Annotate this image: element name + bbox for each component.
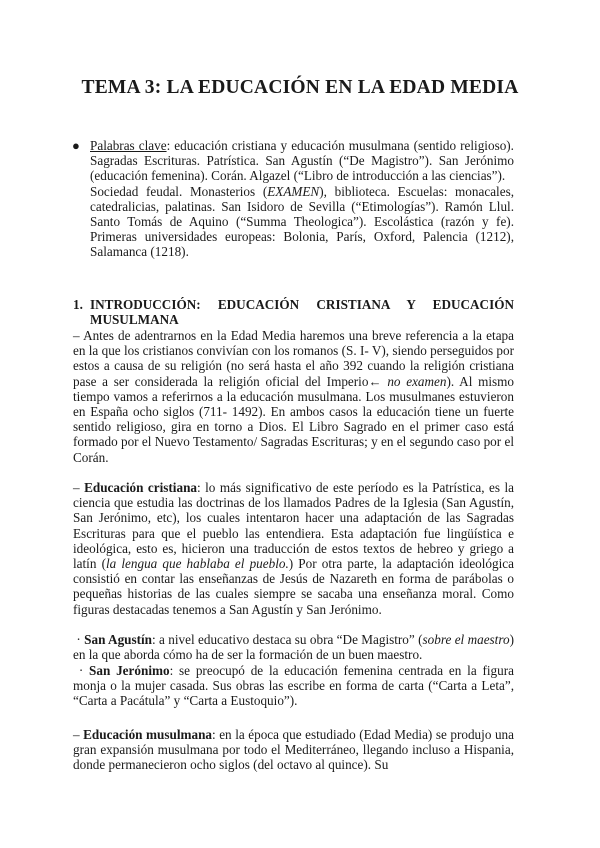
intro-text-b: ). Al mismo tiempo vamos a referirnos a la educación musulmana. Los musulmanes estuvieron en España ocho siglos (711- 1492). En ambos casos la educación tiene un fuerte sentido religioso, gira en torno a Dios. El Libro Sagrado en el primer caso está formado por el Nuevo Testamento/ Sagradas Escrituras; y en el segundo caso por el Corán. xyxy=(73,373,514,465)
agustin-text-a: : a nivel educativo destaca su obra “De Magistro” ( xyxy=(152,632,423,647)
intro-text-a: – Antes de adentrarnos en la Edad Media haremos una breve referencia a la etapa en la que los cristianos convivían con los romanos (S. I- V), siendo perseguidos por estos a causa de su religión (no será hasta el año 392 cuando la religión cristiana pase a ser considerada la religión oficial del Imperio← xyxy=(73,328,514,389)
keywords-exam-note: EXAMEN xyxy=(267,183,320,199)
jeronimo-text: : se preocupó de la educación femenina centrada en la figura monja o la mujer casada. Sus obras las escribe en forma de carta (“Carta a Leta”, “Carta a Pacátula” y “Carta a Eustoquio”). xyxy=(73,663,514,709)
keywords-text-1: : educación cristiana y educación musulmana (sentido religioso). Sagradas Escrituras. Patrística. San Agustín (“De Magistro”). San Jerónimo (educación femenina). Corán. Algazel (“Libro de introducción a las ciencias”). xyxy=(90,138,514,184)
cristiana-text-b: ) Por otra parte, la adaptación ideológica consistió en contar las enseñanzas de Jesús de Nazareth en forma de parábolas o pequeñas historias de las cuales siempre se sacaba una enseñanza moral. Como figuras destacadas tenemos a San Agustín y San Jerónimo. xyxy=(73,556,514,617)
keywords-text-2a: Sociedad feudal. Monasterios ( xyxy=(90,183,268,199)
section-number: 1. xyxy=(73,297,83,312)
keywords-line-1 xyxy=(90,138,514,184)
keywords-text-2b: ), biblioteca. Escuelas: monacales, catedralicias, palatinas. San Isidoro de Sevilla (“Etimologías”). Ramón Llul. Santo Tomás de Aquino (“Summa Theologica”). Escolástica (razón y fe). Primeras universidades europeas: Bolonia, París, Oxford, Palencia (1212), Salamanca (1218). xyxy=(90,183,514,260)
section-heading xyxy=(73,297,514,327)
cristiana-italic: la lengua que hablaba el pueblo. xyxy=(105,556,289,572)
dash: – xyxy=(73,727,84,742)
cristiana-paragraph xyxy=(73,480,514,617)
cristiana-label: Educación cristiana xyxy=(84,480,197,495)
jeronimo-paragraph xyxy=(73,663,514,709)
jeronimo-label: San Jerónimo xyxy=(89,663,170,678)
musulmana-text: : en la época que estudiado (Edad Media) se produjo una gran expansión musulmana por todo el Mediterráneo, llegando incluso a Hispania, donde permanecieron ocho siglos (del octavo al quince). Su xyxy=(73,727,514,773)
agustin-text-b: ) en la que aborda cómo ha de ser la formación de un buen maestro. xyxy=(73,632,514,663)
intro-italic: no examen xyxy=(387,373,447,389)
intro-paragraph xyxy=(73,328,514,465)
keywords-item xyxy=(72,138,514,260)
bullet-icon: ● xyxy=(72,138,80,153)
agustin-label: San Agustín xyxy=(84,632,153,647)
keywords-label: Palabras clave xyxy=(90,138,167,153)
page-title: TEMA 3: LA EDUCACIÓN EN LA EDAD MEDIA xyxy=(81,77,519,98)
dot: · xyxy=(76,632,85,647)
section-title: INTRODUCCIÓN: EDUCACIÓN CRISTIANA Y EDUCACIÓN MUSULMANA xyxy=(90,297,514,327)
agustin-paragraph xyxy=(73,632,514,662)
keywords-line-2 xyxy=(90,184,514,260)
musulmana-paragraph xyxy=(73,727,514,773)
dash: – xyxy=(73,480,85,495)
agustin-italic: sobre el maestro xyxy=(422,632,510,647)
dot: · xyxy=(78,663,90,678)
musulmana-label: Educación musulmana xyxy=(83,727,212,742)
cristiana-text-a: : lo más significativo de este período es la Patrística, es la ciencia que estudia las doctrinas de los llamados Padres de la Iglesia (San Agustín, San Jerónimo, etc), los cuales intentaron hacer una adaptación de las Sagradas Escrituras para que el pueblo las entendiera. Esta adaptación fue lingüística e ideológica, esto es, hicieron una traducción de estos textos de hebreo y griego a latín ( xyxy=(73,480,514,572)
